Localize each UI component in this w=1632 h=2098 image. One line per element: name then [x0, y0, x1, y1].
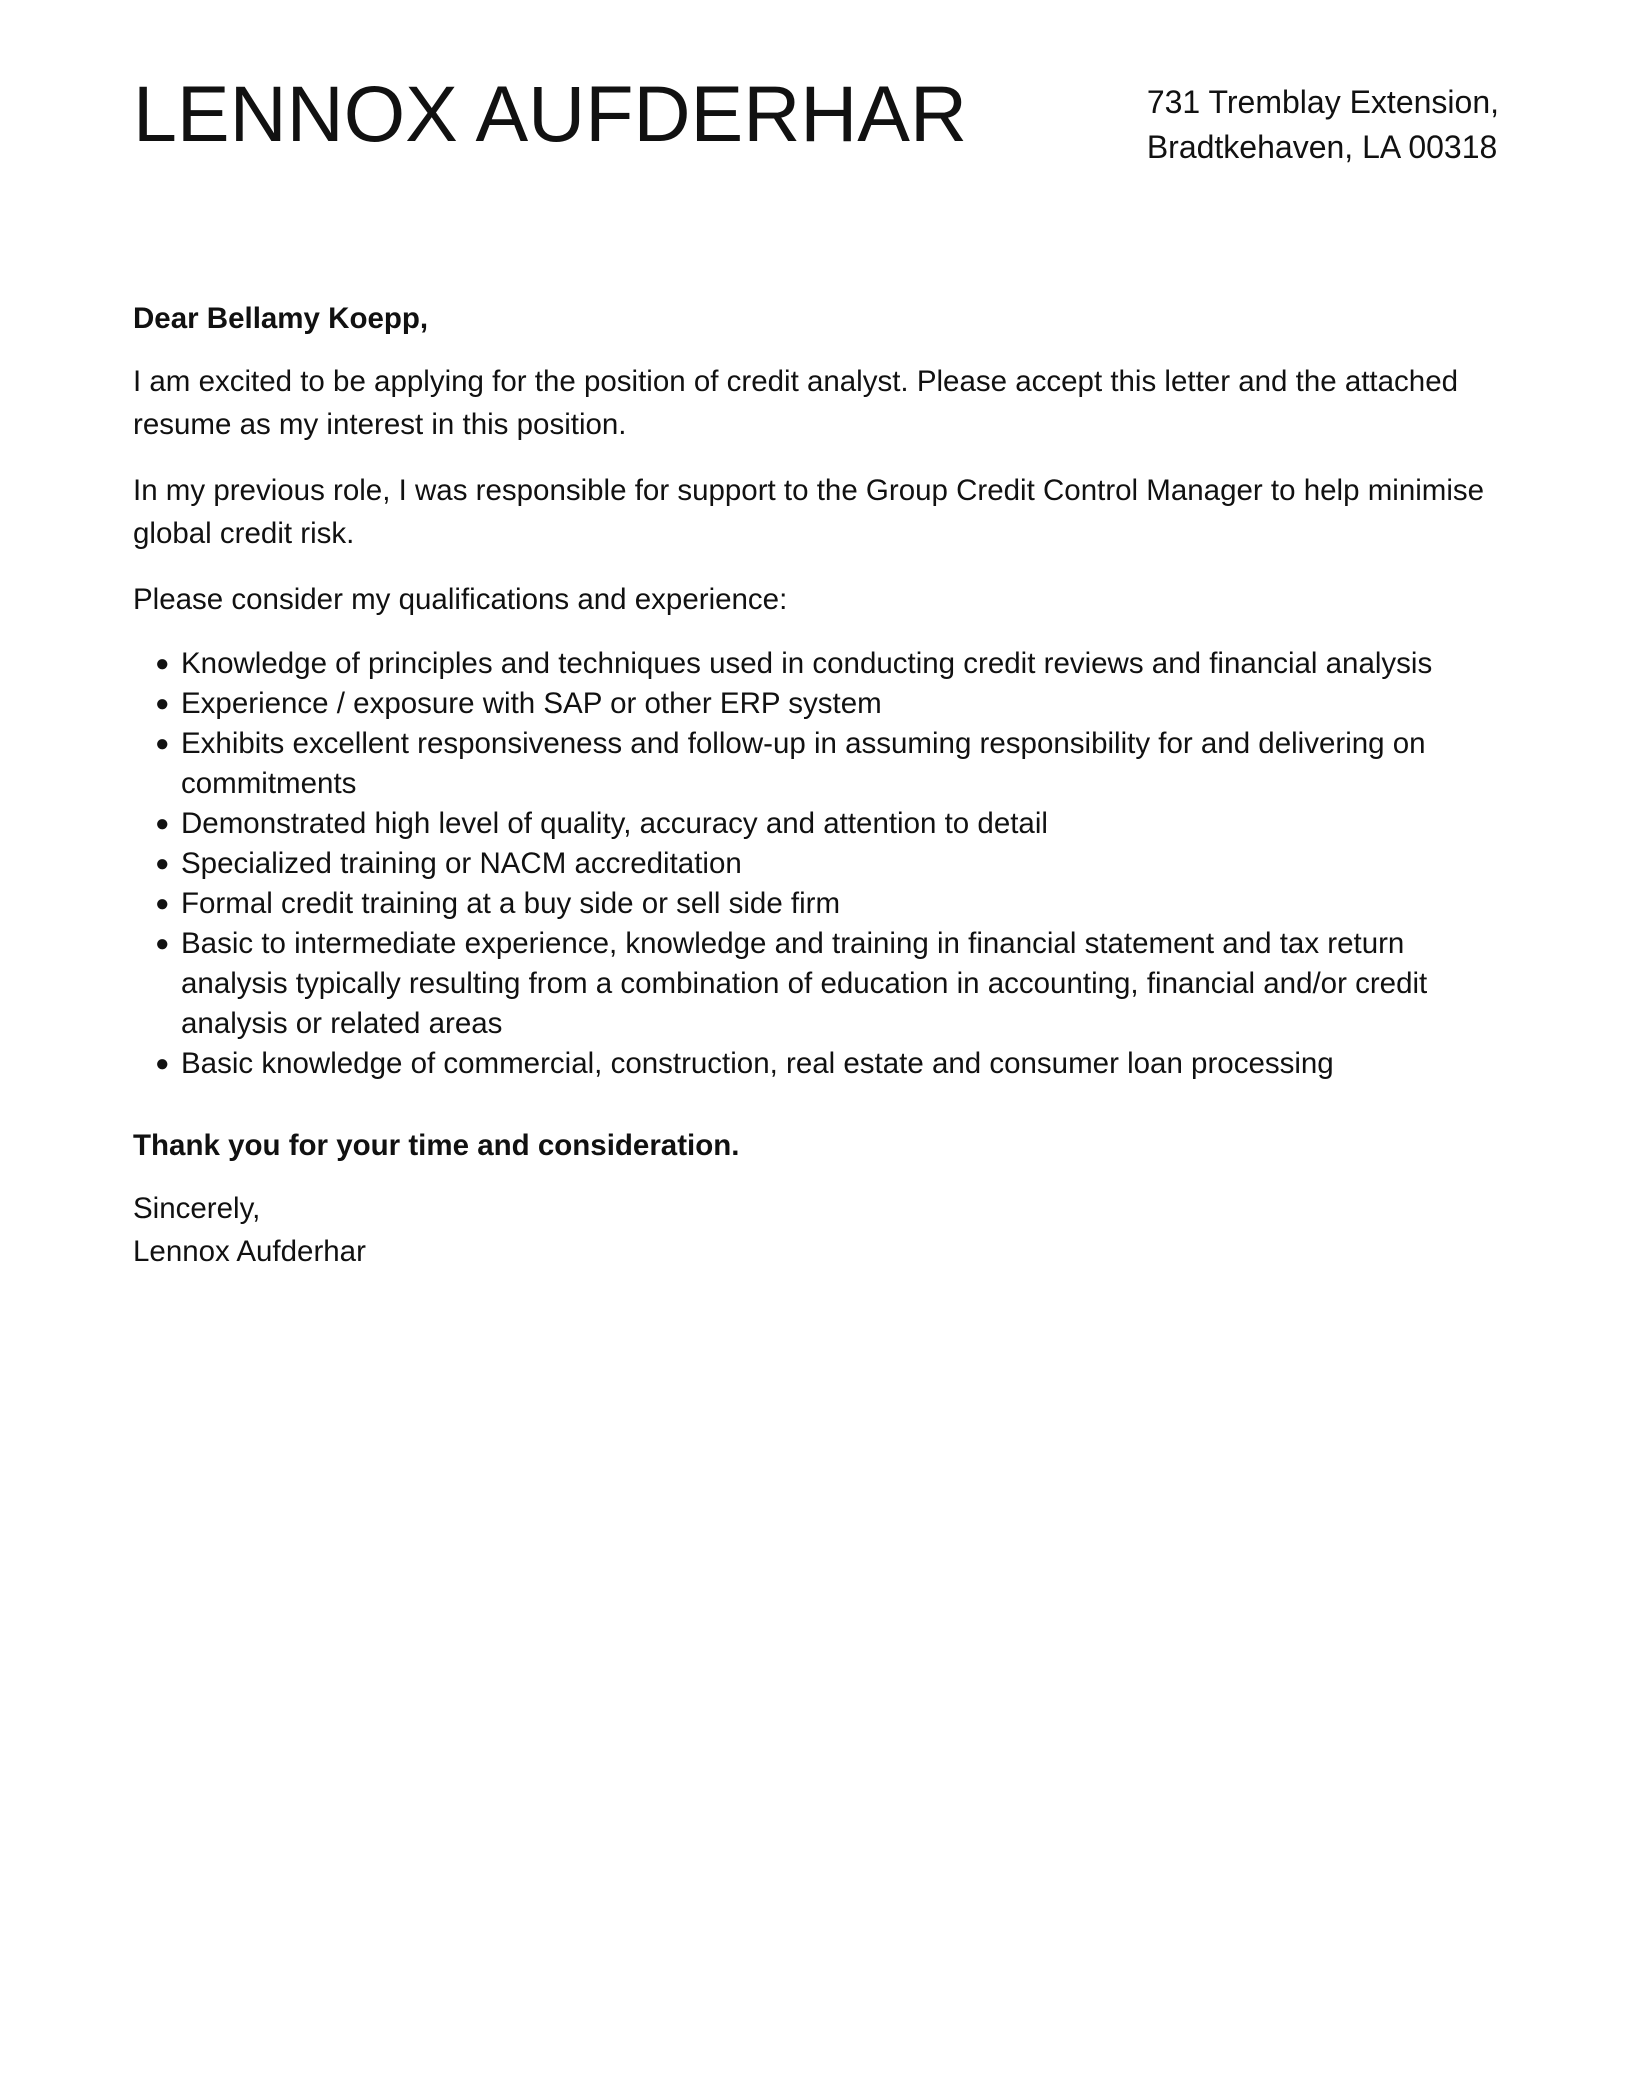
closing: Sincerely,	[133, 1192, 261, 1225]
intro-paragraph: I am excited to be applying for the position of credit analyst. Please accept this letter and the attached resume as my interest in this position.	[133, 365, 1459, 441]
letter-body	[133, 297, 1493, 1273]
list-item-text: Basic to intermediate experience, knowledge and training in financial statement and tax return analysis typically resulting from a combination of education in accounting, financial and/or credit analysis or related areas	[181, 927, 1428, 1040]
letter-header	[133, 70, 1499, 180]
list-item-text: Basic knowledge of commercial, construction, real estate and consumer loan processing	[181, 1047, 1334, 1080]
list-item-text: Knowledge of principles and techniques used in conducting credit reviews and financial analysis	[181, 647, 1433, 680]
list-item	[155, 724, 1493, 804]
previous-role-paragraph: In my previous role, I was responsible for support to the Group Credit Control Manager to help minimise global credit risk.	[133, 474, 1485, 550]
list-item-text: Exhibits excellent responsiveness and follow-up in assuming responsibility for and delivering on commitments	[181, 727, 1426, 800]
list-item	[155, 924, 1493, 1044]
list-item	[155, 1044, 1493, 1084]
bullet-icon: ●	[155, 850, 170, 877]
list-item-text: Experience / exposure with SAP or other ERP system	[181, 687, 882, 720]
list-item	[155, 644, 1493, 684]
list-item-text: Demonstrated high level of quality, accuracy and attention to detail	[181, 807, 1048, 840]
list-item-text: Formal credit training at a buy side or sell side firm	[181, 887, 841, 920]
list-item	[155, 884, 1493, 924]
bullet-icon: ●	[155, 1050, 170, 1077]
salutation: Dear Bellamy Koepp,	[133, 302, 429, 335]
bullet-icon: ●	[155, 810, 170, 837]
list-item	[155, 804, 1493, 844]
address-line-2: Bradtkehaven, LA 00318	[1146, 129, 1498, 165]
list-item	[155, 844, 1493, 884]
bullet-icon: ●	[155, 930, 170, 957]
applicant-name: LENNOX AUFDERHAR	[133, 69, 968, 158]
qualifications-list	[133, 644, 1493, 1084]
applicant-address	[1147, 80, 1499, 170]
bullet-icon: ●	[155, 650, 170, 677]
bullet-icon: ●	[155, 690, 170, 717]
list-item-text: Specialized training or NACM accreditation	[181, 847, 742, 880]
qualifications-intro: Please consider my qualifications and experience:	[133, 583, 788, 616]
bullet-icon: ●	[155, 730, 170, 757]
signature: Lennox Aufderhar	[133, 1235, 366, 1268]
list-item	[155, 684, 1493, 724]
thanks-line: Thank you for your time and consideration.	[133, 1129, 740, 1162]
address-line-1: 731 Tremblay Extension,	[1146, 84, 1499, 120]
bullet-icon: ●	[155, 890, 170, 917]
